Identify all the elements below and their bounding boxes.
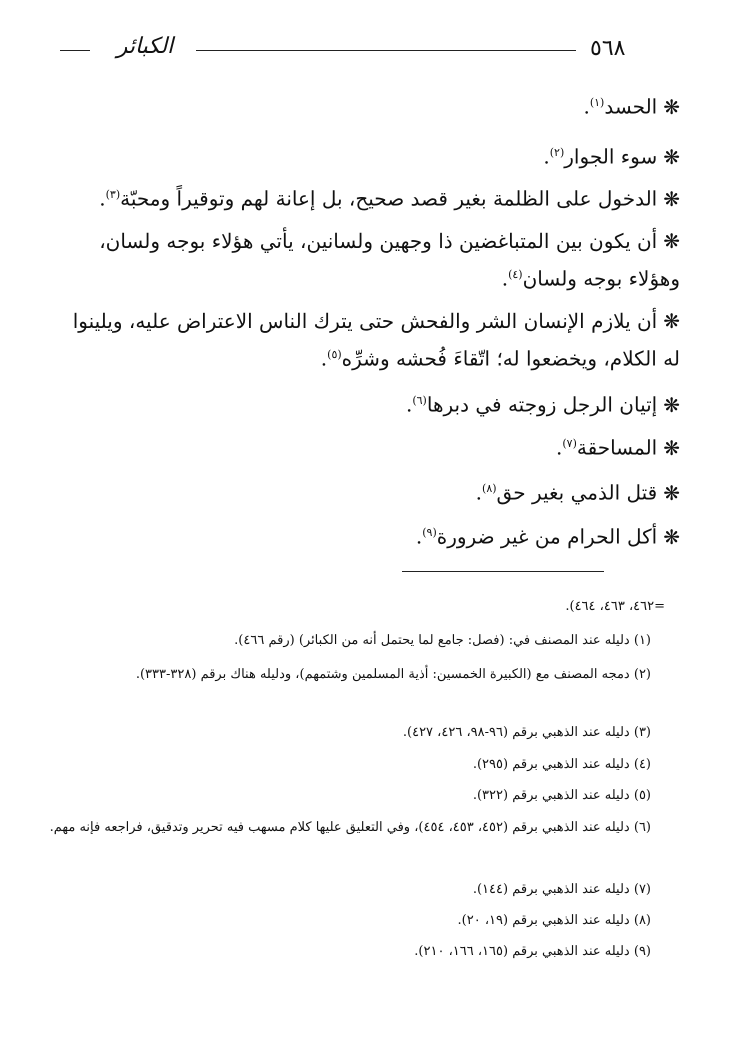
footnote-rule [402,571,604,572]
item-period: . [475,480,483,505]
asterism-icon: ❋ [663,392,680,417]
item-text: أن يلازم الإنسان الشر والفحش حتى يترك الناس الاعتراض عليه، ويلينوا له الكلام، ويخضعوا له؛ اتّقاءَ فُحشه وشرِّه [72,309,680,371]
footnote-item: (٣) دليله عند الذهبي برقم (٩٦-٩٨، ٤٢٦، ٤٢٧). [402,725,651,740]
header-rule-right [196,50,576,51]
footnote-item: (٧) دليله عند الذهبي برقم (١٤٤). [472,882,651,897]
header-rule-left [60,50,90,51]
list-item [60,224,680,296]
item-text: سوء الجوار [564,144,658,169]
footnote-item: (١) دليله عند المصنف في: (فصل: جامع لما يحتمل أنه من الكبائر) (رقم ٤٦٦). [234,633,651,648]
footnote-item: (٢) دمجه المصنف مع (الكبيرة الخمسين: أذية المسلمين وشتمهم)، ودليله هناك برقم (٣٢٨-٣٣٣). [135,667,651,682]
list-item [60,384,680,422]
asterism-icon: ❋ [663,94,680,119]
asterism-icon: ❋ [663,309,680,333]
asterism-icon: ❋ [663,144,680,169]
item-period: . [415,524,423,549]
footnote-item: (٥) دليله عند الذهبي برقم (٣٢٢). [472,788,651,803]
list-item [60,178,680,216]
list-item [60,136,680,174]
item-text: المساحقة [576,435,658,460]
asterism-icon: ❋ [663,435,680,460]
list-item [60,86,680,124]
list-item [60,516,680,554]
item-text: الحسد [604,94,658,119]
footnote-ref: (٢) [549,146,565,159]
footnote-continuation: =٤٦٢، ٤٦٣، ٤٦٤). [565,599,665,614]
footnote-ref: (٣) [105,188,121,201]
list-item [60,472,680,510]
item-text: الدخول على الظلمة بغير قصد صحيح، بل إعانة لهم وتوقيراً ومحبّة [120,186,658,211]
footnote-ref: (٧) [562,437,577,450]
page-number: ٥٦٨ [590,36,626,61]
footnote-item: (٤) دليله عند الذهبي برقم (٢٩٥). [472,757,651,772]
running-head-title: الكبائر [116,34,174,59]
item-text: إتيان الرجل زوجته في دبرها [426,392,658,417]
item-text: أن يكون بين المتباغضين ذا وجهين ولسانين، يأتي هؤلاء بوجه ولسان، وهؤلاء بوجه ولسان [99,229,680,291]
asterism-icon: ❋ [663,480,680,505]
item-text: قتل الذمي بغير حق [496,480,658,505]
item-period: . [320,346,328,371]
asterism-icon: ❋ [663,229,680,253]
footnote-item: (٨) دليله عند الذهبي برقم (١٩، ٢٠). [457,913,651,928]
footnote-ref: (٩) [422,526,437,539]
footnote-ref: (٨) [482,482,497,495]
list-item [60,304,680,376]
item-text: أكل الحرام من غير ضرورة [436,524,658,549]
item-period: . [543,144,550,169]
item-period: . [99,186,106,211]
item-period: . [556,435,563,460]
footnote-ref: (٤) [508,268,523,281]
item-period: . [583,94,590,119]
footnote-ref: (١) [589,96,605,109]
list-item [60,427,680,465]
item-period: . [405,392,413,417]
asterism-icon: ❋ [663,186,680,211]
item-period: . [501,266,509,291]
footnote-ref: (٥) [327,348,342,361]
footnote-ref: (٦) [412,394,427,407]
footnote-item: (٩) دليله عند الذهبي برقم (١٦٥، ١٦٦، ٢١٠). [414,944,651,959]
asterism-icon: ❋ [663,524,680,549]
footnote-item: (٦) دليله عند الذهبي برقم (٤٥٢، ٤٥٣، ٤٥٤)، وفي التعليق عليها كلام مسهب فيه تحرير وتدقيق، فراجعه فإنه مهم. [49,820,651,835]
